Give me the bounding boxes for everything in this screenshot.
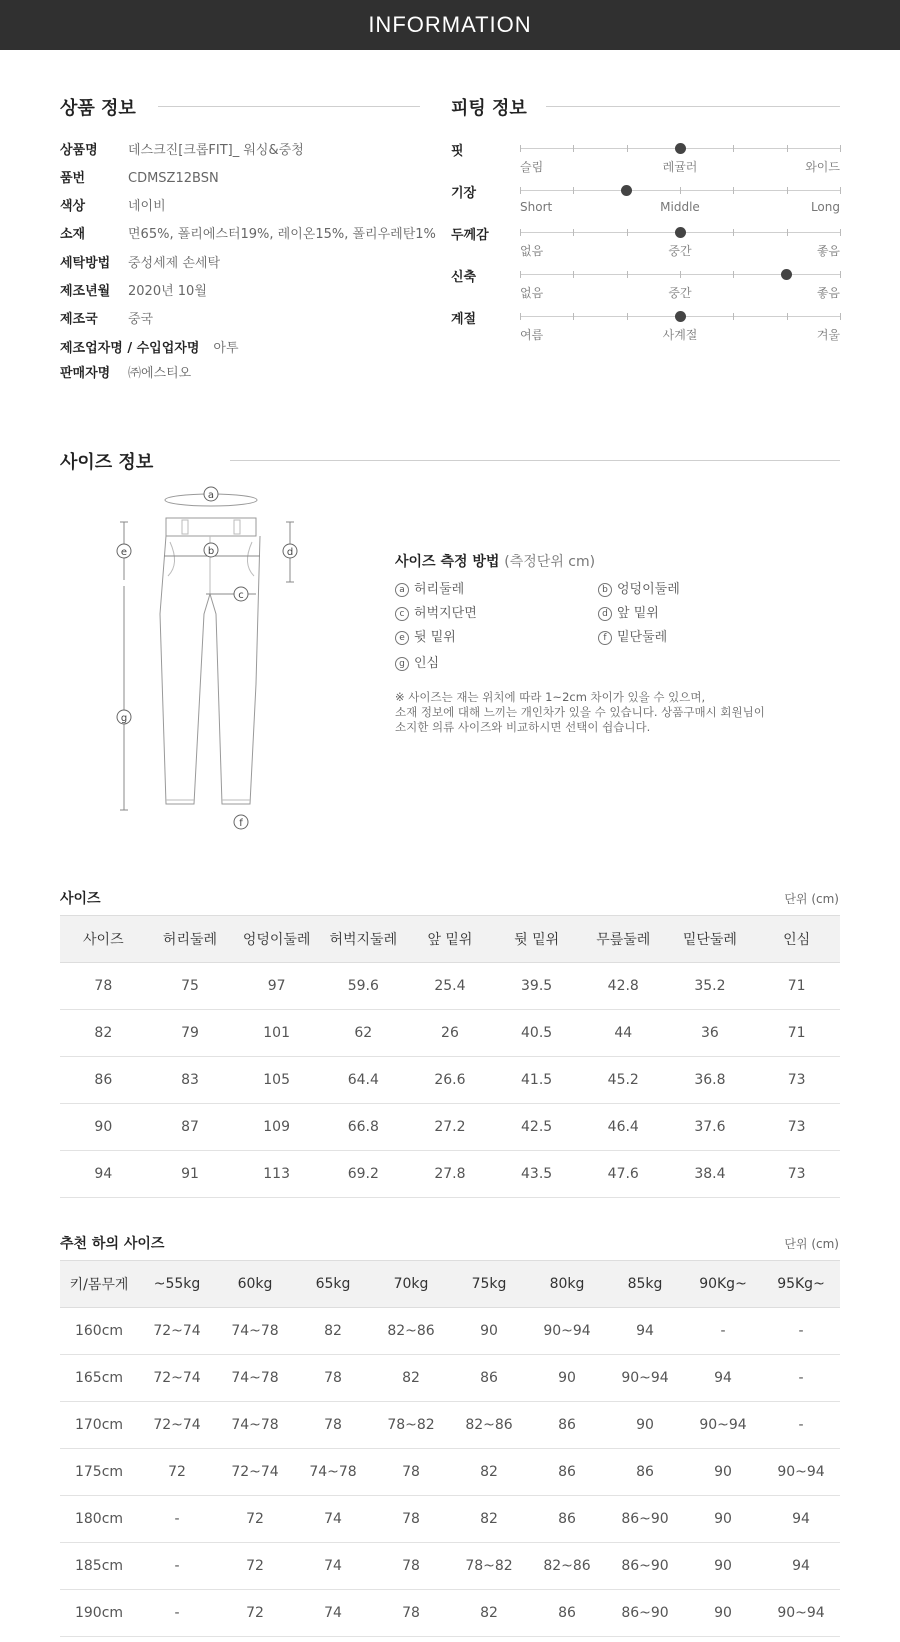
product-info-key: 세탁방법 — [60, 256, 111, 271]
scale-tick — [680, 187, 681, 194]
measure-label: 엉덩이둘레 — [617, 582, 680, 597]
table-cell: 72 — [216, 1496, 294, 1543]
fitting-label: 신축 — [451, 270, 477, 285]
table-cell: 86 — [60, 1057, 147, 1104]
table-cell: 94 — [684, 1355, 762, 1402]
table-cell: 40.5 — [493, 1010, 580, 1057]
table-cell: 86 — [528, 1496, 606, 1543]
scale-tick — [840, 187, 841, 194]
table-cell: 90 — [528, 1355, 606, 1402]
table-cell: 86~90 — [606, 1496, 684, 1543]
svg-text:c: c — [238, 590, 244, 601]
scale-tick — [520, 187, 521, 194]
scale-tick — [787, 229, 788, 236]
table-cell: 90~94 — [762, 1590, 840, 1637]
column-header: 95Kg~ — [762, 1261, 840, 1308]
column-header: 90Kg~ — [684, 1261, 762, 1308]
table-cell: 82 — [372, 1355, 450, 1402]
table-cell: 73 — [753, 1057, 840, 1104]
fitting-label: 계절 — [451, 312, 477, 327]
scale-tick — [573, 271, 574, 278]
table-cell: 91 — [147, 1151, 234, 1198]
table-cell: 82 — [450, 1449, 528, 1496]
table-cell: 90~94 — [606, 1355, 684, 1402]
measure-marker: b — [598, 583, 612, 597]
table-cell: 26 — [407, 1010, 494, 1057]
table-cell: 175cm — [60, 1449, 138, 1496]
scale-tick — [520, 229, 521, 236]
measure-item — [598, 602, 659, 621]
table-cell: 185cm — [60, 1543, 138, 1590]
table-cell: 43.5 — [493, 1151, 580, 1198]
section-divider — [158, 106, 420, 107]
table-cell: 74 — [294, 1496, 372, 1543]
scale-tick — [573, 187, 574, 194]
marker-e — [117, 544, 131, 558]
table-cell: 90~94 — [762, 1449, 840, 1496]
scale-tick — [733, 229, 734, 236]
table-cell: - — [138, 1496, 216, 1543]
table-row — [60, 1402, 840, 1449]
measure-label: 허벅지단면 — [414, 606, 477, 621]
product-info-key: 상품명 — [60, 143, 98, 158]
table-cell: 36 — [667, 1010, 754, 1057]
product-info-row — [60, 362, 191, 381]
marker-b — [204, 543, 218, 557]
column-header: 75kg — [450, 1261, 528, 1308]
table-cell: 101 — [233, 1010, 320, 1057]
table-cell: - — [138, 1543, 216, 1590]
column-header: 뒷 밑위 — [493, 916, 580, 963]
table-cell: 74 — [294, 1590, 372, 1637]
table-row — [60, 1057, 840, 1104]
table-cell: 86 — [528, 1402, 606, 1449]
measure-marker: d — [598, 607, 612, 621]
table-cell: 113 — [233, 1151, 320, 1198]
scale-tick — [627, 313, 628, 320]
table-cell: 73 — [753, 1151, 840, 1198]
table-cell: 37.6 — [667, 1104, 754, 1151]
table-row — [60, 1449, 840, 1496]
table-cell: 41.5 — [493, 1057, 580, 1104]
table-cell: - — [138, 1590, 216, 1637]
section-divider — [230, 460, 840, 461]
table-cell: 72~74 — [138, 1308, 216, 1355]
table-cell: 90 — [684, 1543, 762, 1590]
column-header: 인심 — [753, 916, 840, 963]
product-info-key: 제조국 — [60, 312, 98, 327]
column-header: 사이즈 — [60, 916, 147, 963]
table-cell: 72~74 — [216, 1449, 294, 1496]
table-cell: 36.8 — [667, 1057, 754, 1104]
table-cell: 74~78 — [216, 1308, 294, 1355]
table-cell: 90 — [60, 1104, 147, 1151]
table-row — [60, 1543, 840, 1590]
table-cell: 190cm — [60, 1590, 138, 1637]
scale-left-label: 없음 — [520, 244, 544, 258]
column-header: ~55kg — [138, 1261, 216, 1308]
product-info-row — [60, 252, 220, 271]
column-header: 허벅지둘레 — [320, 916, 407, 963]
table-cell: 86 — [450, 1355, 528, 1402]
table-cell: 90 — [450, 1308, 528, 1355]
table-cell: 62 — [320, 1010, 407, 1057]
table-cell: 109 — [233, 1104, 320, 1151]
table-cell: 44 — [580, 1010, 667, 1057]
table-cell: 47.6 — [580, 1151, 667, 1198]
scale-tick — [840, 229, 841, 236]
table-cell: 82 — [60, 1010, 147, 1057]
table-cell: 42.8 — [580, 963, 667, 1010]
measure-label: 앞 밑위 — [617, 606, 659, 621]
scale-tick — [840, 145, 841, 152]
table-cell: 38.4 — [667, 1151, 754, 1198]
table-cell: 82 — [294, 1308, 372, 1355]
table-cell: 72~74 — [138, 1402, 216, 1449]
table-cell: 78 — [372, 1496, 450, 1543]
table-cell: 97 — [233, 963, 320, 1010]
table-cell: 59.6 — [320, 963, 407, 1010]
marker-d — [283, 544, 297, 558]
page-header: INFORMATION — [0, 0, 900, 50]
product-info-key: 판매자명 — [60, 366, 111, 381]
product-info-row — [60, 139, 304, 158]
marker-g — [117, 710, 131, 724]
table-row — [60, 1496, 840, 1543]
table-row — [60, 1010, 840, 1057]
svg-text:f: f — [239, 818, 243, 829]
table-cell: 74~78 — [294, 1449, 372, 1496]
column-header: 무릎둘레 — [580, 916, 667, 963]
column-header: 키/몸무게 — [60, 1261, 138, 1308]
measure-label: 인심 — [414, 656, 440, 671]
table-cell: 86 — [528, 1449, 606, 1496]
svg-text:b: b — [207, 546, 215, 557]
scale-right-label: Long — [810, 200, 840, 214]
rec-table-unit: 단위 (cm) — [784, 1237, 839, 1251]
table-cell: 94 — [762, 1543, 840, 1590]
product-info-value: 네이비 — [128, 199, 166, 214]
table-cell: 170cm — [60, 1402, 138, 1449]
product-info-key: 소재 — [60, 227, 86, 242]
product-info-value: 중성세제 손세탁 — [128, 256, 221, 271]
table-cell: 82~86 — [450, 1402, 528, 1449]
scale-mid-label: 레귤러 — [662, 160, 698, 174]
size-note: ※ 사이즈는 재는 위치에 따라 1~2cm 차이가 있을 수 있으며, 소재 정보에 대해 느끼는 개인차가 있을 수 있습니다. 상품구매시 회원님이 소지한 의류 사이즈와 비교하시면 선택이 쉽습니다. — [395, 690, 765, 734]
product-info-row — [60, 308, 153, 327]
table-cell: 71 — [753, 963, 840, 1010]
scale-tick — [573, 313, 574, 320]
scale-tick — [573, 145, 574, 152]
table-cell: 94 — [762, 1496, 840, 1543]
table-cell: 90 — [684, 1496, 762, 1543]
table-cell: 73 — [753, 1104, 840, 1151]
table-cell: 72 — [216, 1590, 294, 1637]
scale-tick — [840, 271, 841, 278]
fitting-level-dot — [675, 227, 686, 238]
table-cell: 74 — [294, 1543, 372, 1590]
table-cell: 160cm — [60, 1308, 138, 1355]
fitting-label: 두께감 — [451, 228, 489, 243]
size-table — [60, 915, 840, 1198]
scale-tick — [733, 271, 734, 278]
table-cell: 86 — [528, 1590, 606, 1637]
fitting-level-dot — [781, 269, 792, 280]
table-cell: 94 — [606, 1308, 684, 1355]
table-cell: 82 — [450, 1496, 528, 1543]
measure-item — [395, 602, 477, 621]
table-cell: 27.2 — [407, 1104, 494, 1151]
scale-mid-label: 사계절 — [662, 328, 698, 342]
scale-tick — [520, 271, 521, 278]
table-cell: - — [762, 1355, 840, 1402]
product-info-row — [60, 337, 239, 356]
table-cell: 72~74 — [138, 1355, 216, 1402]
table-cell: 78 — [372, 1449, 450, 1496]
column-header: 70kg — [372, 1261, 450, 1308]
table-cell: 75 — [147, 963, 234, 1010]
table-cell: 87 — [147, 1104, 234, 1151]
fitting-label: 기장 — [451, 186, 477, 201]
product-info-key: 색상 — [60, 199, 86, 214]
scale-tick — [627, 271, 628, 278]
pants-measurement-diagram — [110, 484, 310, 844]
table-cell: 71 — [753, 1010, 840, 1057]
table-cell: 90 — [606, 1402, 684, 1449]
svg-text:d: d — [286, 547, 294, 558]
table-cell: 72 — [138, 1449, 216, 1496]
measure-item — [395, 626, 456, 645]
table-cell: - — [762, 1402, 840, 1449]
column-header: 60kg — [216, 1261, 294, 1308]
fitting-scale-track — [520, 232, 840, 233]
table-cell: 86 — [606, 1449, 684, 1496]
scale-tick — [680, 271, 681, 278]
measure-item — [395, 652, 439, 671]
scale-tick — [787, 187, 788, 194]
marker-c — [234, 587, 248, 601]
table-row — [60, 1151, 840, 1198]
measure-label: 뒷 밑위 — [414, 630, 456, 645]
product-info-row — [60, 167, 219, 186]
measure-label: 허리둘레 — [414, 582, 465, 597]
table-cell: 78 — [372, 1543, 450, 1590]
table-cell: 90 — [684, 1449, 762, 1496]
svg-text:a: a — [207, 490, 215, 501]
column-header: 앞 밑위 — [407, 916, 494, 963]
measure-marker: f — [598, 631, 612, 645]
column-header: 엉덩이둘레 — [233, 916, 320, 963]
product-info-value: 2020년 10월 — [128, 284, 207, 299]
table-cell: 78~82 — [450, 1543, 528, 1590]
table-cell: 79 — [147, 1010, 234, 1057]
measure-marker: c — [395, 607, 409, 621]
marker-f — [234, 815, 248, 829]
table-cell: 78 — [294, 1355, 372, 1402]
product-info-key: 제조업자명 / 수입업자명 — [60, 341, 200, 356]
table-cell: 45.2 — [580, 1057, 667, 1104]
table-cell: 27.8 — [407, 1151, 494, 1198]
size-info-title: 사이즈 정보 — [60, 452, 154, 473]
table-cell: 64.4 — [320, 1057, 407, 1104]
scale-right-label: 좋음 — [816, 244, 840, 258]
measure-marker: a — [395, 583, 409, 597]
measure-label: 밑단둘레 — [617, 630, 668, 645]
scale-tick — [520, 145, 521, 152]
table-cell: 74~78 — [216, 1402, 294, 1449]
rec-table-title: 추천 하의 사이즈 — [60, 1236, 165, 1252]
fitting-level-dot — [675, 311, 686, 322]
table-row — [60, 1104, 840, 1151]
table-cell: 86~90 — [606, 1590, 684, 1637]
fitting-level-dot — [621, 185, 632, 196]
column-header: 65kg — [294, 1261, 372, 1308]
table-cell: 69.2 — [320, 1151, 407, 1198]
scale-tick — [733, 187, 734, 194]
product-info-value: 면65%, 폴리에스터19%, 레이온15%, 폴리우레탄1% — [128, 227, 436, 242]
scale-mid-label: 중간 — [668, 244, 692, 258]
size-table-unit: 단위 (cm) — [784, 892, 839, 906]
table-cell: 46.4 — [580, 1104, 667, 1151]
fitting-info-title: 피팅 정보 — [451, 98, 527, 119]
scale-mid-label: Middle — [660, 200, 700, 214]
table-cell: 82~86 — [372, 1308, 450, 1355]
table-row — [60, 1590, 840, 1637]
table-cell: 42.5 — [493, 1104, 580, 1151]
scale-tick — [733, 313, 734, 320]
table-cell: 35.2 — [667, 963, 754, 1010]
table-cell: 26.6 — [407, 1057, 494, 1104]
product-info-title: 상품 정보 — [60, 98, 136, 119]
table-cell: 90~94 — [684, 1402, 762, 1449]
table-cell: 74~78 — [216, 1355, 294, 1402]
table-cell: 82~86 — [528, 1543, 606, 1590]
scale-left-label: Short — [520, 200, 553, 214]
table-row — [60, 1355, 840, 1402]
recommended-size-table — [60, 1260, 840, 1637]
table-cell: 39.5 — [493, 963, 580, 1010]
product-info-value: CDMSZ12BSN — [128, 171, 219, 186]
fitting-scale-track — [520, 190, 840, 191]
scale-right-label: 와이드 — [805, 160, 840, 174]
scale-tick — [627, 145, 628, 152]
svg-text:g: g — [120, 713, 128, 724]
fitting-scale-track — [520, 148, 840, 149]
measure-item — [598, 626, 667, 645]
scale-tick — [627, 229, 628, 236]
scale-tick — [840, 313, 841, 320]
product-info-value: 아투 — [213, 341, 239, 356]
scale-left-label: 없음 — [520, 286, 544, 300]
table-cell: 83 — [147, 1057, 234, 1104]
product-info-row — [60, 195, 166, 214]
product-info-value: 데스크진[크롭FIT]_ 워싱&중청 — [128, 143, 304, 158]
table-cell: 90 — [684, 1590, 762, 1637]
fitting-scale-track — [520, 274, 840, 275]
column-header: 허리둘레 — [147, 916, 234, 963]
column-header: 80kg — [528, 1261, 606, 1308]
product-info-row — [60, 280, 207, 299]
table-cell: - — [684, 1308, 762, 1355]
table-cell: 165cm — [60, 1355, 138, 1402]
fitting-scale-track — [520, 316, 840, 317]
table-cell: 180cm — [60, 1496, 138, 1543]
measure-marker: e — [395, 631, 409, 645]
table-row — [60, 963, 840, 1010]
table-cell: 105 — [233, 1057, 320, 1104]
svg-text:e: e — [120, 547, 128, 558]
measure-item — [598, 578, 680, 597]
product-info-value: ㈜에스티오 — [128, 366, 192, 381]
table-cell: 94 — [60, 1151, 147, 1198]
section-divider — [546, 106, 840, 107]
fitting-label: 핏 — [451, 144, 464, 159]
table-cell: - — [762, 1308, 840, 1355]
scale-tick — [787, 313, 788, 320]
size-table-title: 사이즈 — [60, 891, 101, 907]
measure-marker: g — [395, 657, 409, 671]
table-cell: 72 — [216, 1543, 294, 1590]
product-info-value: 중국 — [128, 312, 154, 327]
table-cell: 78 — [372, 1590, 450, 1637]
scale-right-label: 좋음 — [816, 286, 840, 300]
table-cell: 66.8 — [320, 1104, 407, 1151]
scale-mid-label: 중간 — [668, 286, 692, 300]
marker-a — [204, 487, 218, 501]
table-cell: 86~90 — [606, 1543, 684, 1590]
scale-left-label: 여름 — [520, 328, 544, 342]
product-info-key: 제조년월 — [60, 284, 111, 299]
product-info-row — [60, 223, 436, 242]
table-cell: 25.4 — [407, 963, 494, 1010]
table-cell: 78~82 — [372, 1402, 450, 1449]
table-cell: 82 — [450, 1590, 528, 1637]
scale-left-label: 슬림 — [520, 160, 544, 174]
scale-tick — [787, 145, 788, 152]
table-cell: 78 — [294, 1402, 372, 1449]
scale-tick — [733, 145, 734, 152]
product-info-key: 품번 — [60, 171, 86, 186]
column-header: 85kg — [606, 1261, 684, 1308]
fitting-level-dot — [675, 143, 686, 154]
scale-right-label: 겨울 — [816, 328, 840, 342]
table-cell: 78 — [60, 963, 147, 1010]
column-header: 밑단둘레 — [667, 916, 754, 963]
scale-tick — [573, 229, 574, 236]
measure-item — [395, 578, 464, 597]
measure-method-title: 사이즈 측정 방법 (측정단위 cm) — [395, 554, 596, 570]
table-row — [60, 1308, 840, 1355]
scale-tick — [520, 313, 521, 320]
table-cell: 90~94 — [528, 1308, 606, 1355]
